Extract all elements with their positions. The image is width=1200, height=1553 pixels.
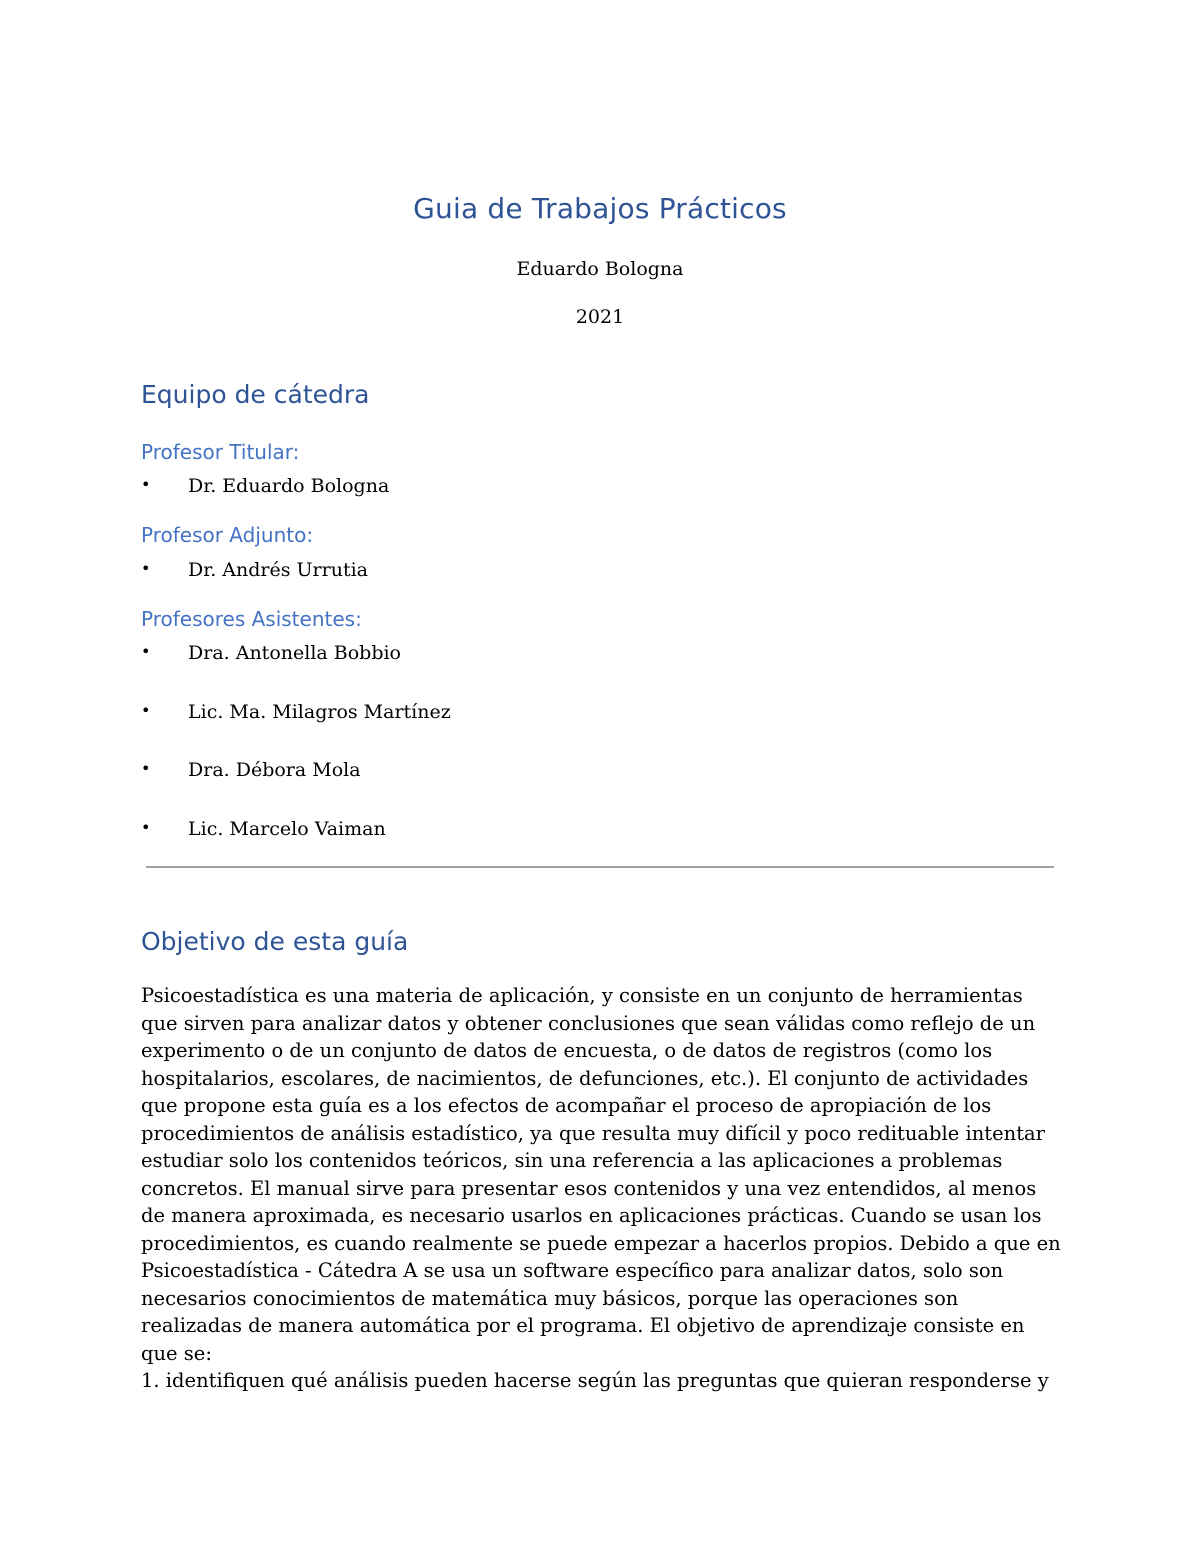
objective-heading: Objetivo de esta guía [141, 927, 409, 956]
bullet-icon: • [141, 475, 151, 494]
titular-label: Profesor Titular: [141, 440, 300, 464]
list-item-text: Dra. Antonella Bobbio [188, 642, 401, 664]
document-title: Guia de Trabajos Prácticos [413, 192, 787, 225]
list-item-text: Dr. Andrés Urrutia [188, 559, 368, 581]
bullet-icon: • [141, 701, 151, 720]
list-item-text: Dra. Débora Mola [188, 759, 361, 781]
objective-item-1: 1. identifiquen qué análisis pueden hacerse según las preguntas que quieran responderse y [141, 1369, 1049, 1392]
horizontal-divider [146, 866, 1054, 868]
bullet-icon: • [141, 559, 151, 578]
list-item-text: Lic. Marcelo Vaiman [188, 818, 386, 840]
document-author: Eduardo Bologna [516, 258, 684, 280]
adjunto-label: Profesor Adjunto: [141, 523, 314, 547]
bullet-icon: • [141, 818, 151, 837]
objective-body [141, 982, 1061, 1395]
document-year: 2021 [575, 306, 625, 328]
list-item-text: Lic. Ma. Milagros Martínez [188, 701, 451, 723]
list-item-text: Dr. Eduardo Bologna [188, 475, 390, 497]
team-heading: Equipo de cátedra [141, 380, 370, 409]
objective-paragraph: Psicoestadística es una materia de aplicación, y consiste en un conjunto de herramientas que sirven para analizar datos y obtener conclusiones que sean válidas como reflejo de un experimento o de un conjunto de datos de encuesta, o de datos de registros (como los hospitalarios, escolares, de nacimientos, de defunciones, etc.). El conjunto de actividades que propone esta guía es a los efectos de acompañar el proceso de apropiación de los procedimientos de análisis estadístico, ya que resulta muy difícil y poco redituable intentar estudiar solo los contenidos teóricos, sin una referencia a las aplicaciones a problemas concretos. El manual sirve para presentar esos contenidos y una vez entendidos, al menos de manera aproximada, es necesario usarlos en aplicaciones prácticas. Cuando se usan los procedimientos, es cuando realmente se puede empezar a hacerlos propios. Debido a que en Psicoestadística - Cátedra A se usa un software específico para analizar datos, solo son necesarios conocimientos de matemática muy básicos, porque las operaciones son realizadas de manera automática por el programa. El objetivo de aprendizaje consiste en que se: [141, 984, 1061, 1365]
asistentes-label: Profesores Asistentes: [141, 607, 362, 631]
bullet-icon: • [141, 642, 151, 661]
bullet-icon: • [141, 759, 151, 778]
